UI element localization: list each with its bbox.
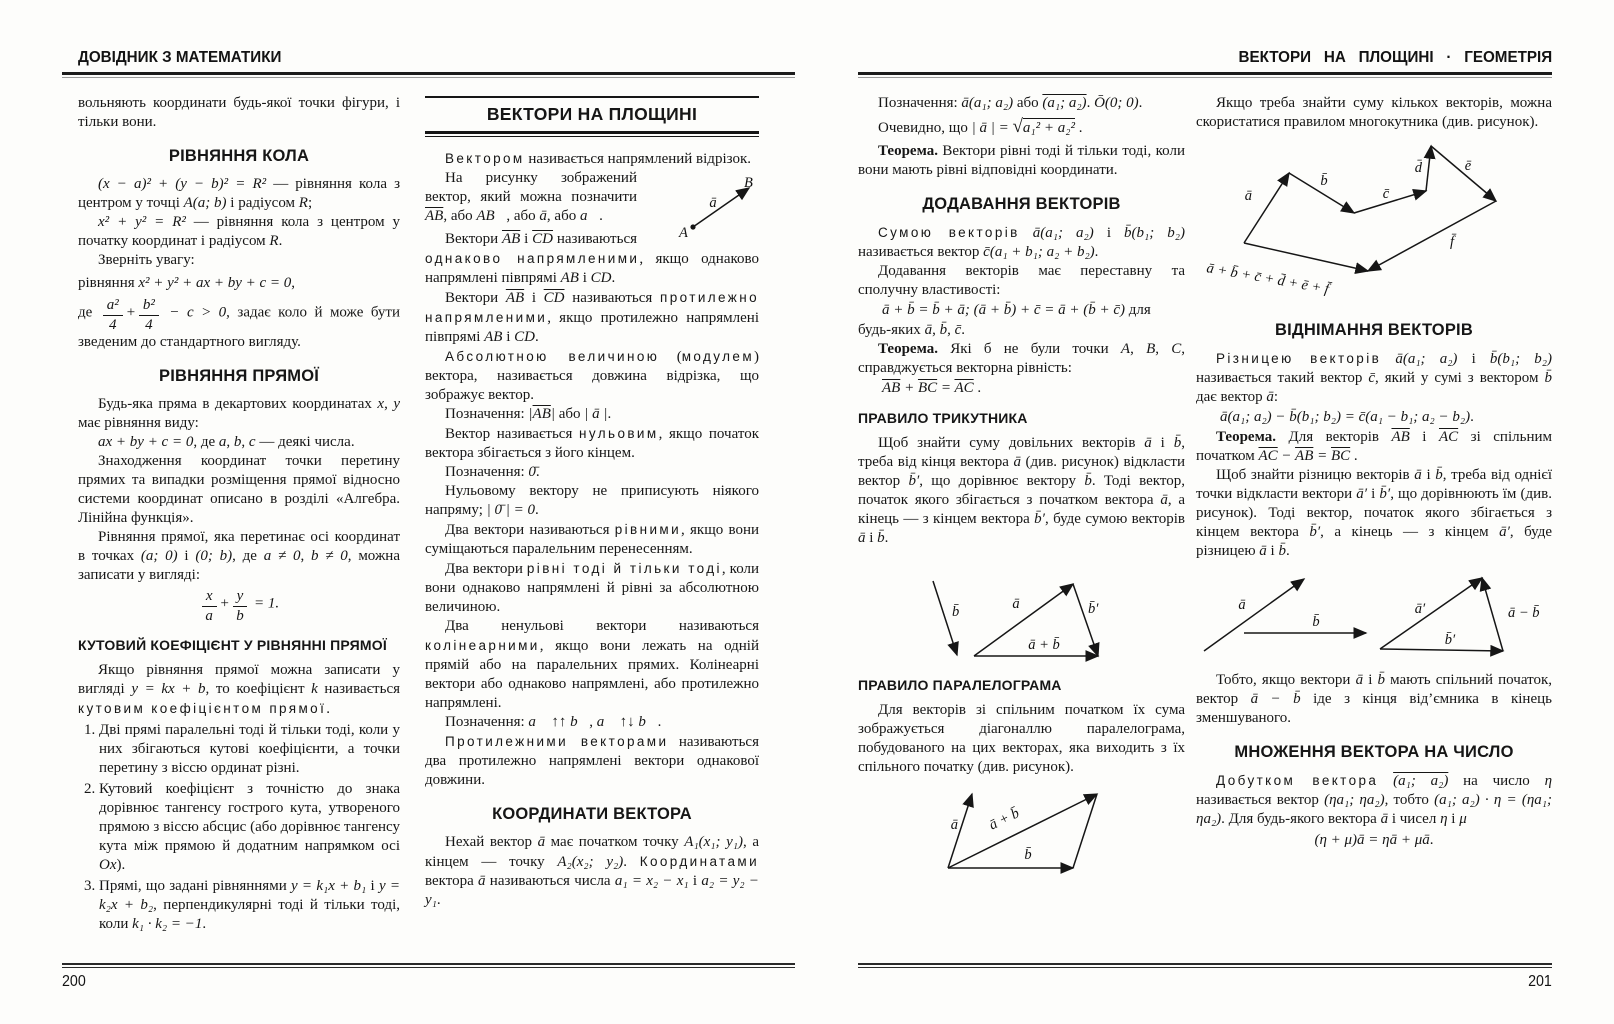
section-heading-vector-coordinates: КООРДИНАТИ ВЕКТОРА bbox=[492, 805, 692, 823]
section-heading-scalar-multiplication: МНОЖЕННЯ ВЕКТОРА НА ЧИСЛО bbox=[1234, 743, 1514, 761]
paragraph: Протилежними векторами називаються два протилежно напрямлені вектори однакової довжини. bbox=[425, 734, 759, 788]
fraction: $\frac{x}{a}$ bbox=[202, 588, 217, 624]
section-heading-line-equation: РІВНЯННЯ ПРЯМОЇ bbox=[159, 367, 319, 385]
subsection-heading-triangle-rule: ПРАВИЛО ТРИКУТНИКА bbox=[858, 410, 1028, 426]
paragraph: Якщо треба знайти суму кількох векторів, можна скористатися правилом многокутника (див. рисунок). bbox=[1196, 95, 1552, 130]
list-item: 2. Кутовий коефіцієнт з точністю до знака дорівнює тангенсу гострого кута, утвореного прямою з віссю абсцис (або дорівнює тангенсу кута між прямою й додатним напрямком осі Ox). bbox=[99, 780, 400, 875]
fraction: $\frac{\text{a²}}{4}$ bbox=[103, 297, 123, 333]
radicand: a₁² + a₂² bbox=[1022, 120, 1075, 136]
running-head-left: ДОВІДНИК З МАТЕМАТИКИ bbox=[78, 49, 282, 66]
numbered-list bbox=[78, 721, 400, 934]
footer-rule-left-2 bbox=[62, 967, 795, 968]
paragraph-theorem: Теорема. Для векторів $\overline{AB}$ і $\overline{AC}$ зі спільним початком $\overline{AC} - \overline{AB} = \overline{BC}$ . bbox=[1196, 429, 1552, 464]
figure-vector-ab bbox=[643, 175, 759, 247]
figure-triangle-rule bbox=[916, 558, 1166, 664]
vector-a-label: ā bbox=[709, 195, 717, 211]
right-page-column-1 bbox=[858, 94, 1185, 877]
page-number-left: 200 bbox=[62, 973, 86, 990]
section-heading-circle-equation: РІВНЯННЯ КОЛА bbox=[168, 147, 310, 165]
fraction: $\frac{\text{b²}}{4}$ bbox=[139, 297, 159, 333]
paragraph: Вектором називається напрямлений відрізок. bbox=[445, 151, 751, 167]
paragraph: Позначення: 0̄. bbox=[445, 464, 540, 480]
header-rule-right bbox=[858, 72, 1552, 75]
vector-e-label: ē bbox=[1464, 158, 1472, 174]
paragraph: Позначення: a⃗ ↑↑ b⃗, a⃗ ↑↓ b⃗. bbox=[445, 714, 662, 730]
paragraph: будь-яких ā, b̄, c̄. bbox=[858, 322, 965, 338]
vector-f-label: f̄ bbox=[1449, 234, 1455, 250]
paragraph: Щоб знайти суму довільних векторів ā і b̄, треба від кінця вектора ā (див. рисунок) відкласти вектор b̄′, що дорівнює вектору b̄. Тоді вектор, початок якого збігається з початком вектора ā, а кінець — з кінцем вектора b̄′, буде сумою векторів ā і b̄. bbox=[858, 435, 1186, 546]
paragraph: Будь-яка пряма в декартових координатах x, y має рівняння виду: bbox=[78, 396, 400, 431]
addition-properties-formula: ā + b̄ = b̄ + ā; (ā + b̄) + c̄ = ā + (b̄ + c̄) для bbox=[882, 302, 1151, 318]
paragraph: Вектор називається нульовим, якщо початок вектора збігається з його кінцем. bbox=[425, 426, 759, 461]
vector-b-label: b̄ bbox=[1024, 847, 1032, 863]
intercept-form-formula bbox=[78, 588, 400, 624]
footer-rule-left bbox=[62, 963, 795, 965]
plus-sign: + bbox=[219, 595, 230, 612]
list-item: 1. Дві прямі паралельні тоді й тільки тоді, коли у них збігаються кутові коефіцієнти, а точки перетину з віссю ординат різні. bbox=[99, 721, 400, 778]
figure-subtraction-result bbox=[1368, 569, 1568, 664]
paragraph: Рівняння прямої, яка перетинає осі координат в точках (a; 0) і (0; b), де a ≠ 0, b ≠ 0, можна записати у вигляді: bbox=[78, 529, 400, 583]
left-page-column-1 bbox=[78, 94, 400, 936]
chapter-rule-thin bbox=[425, 136, 759, 137]
page-number-right: 201 bbox=[1528, 973, 1552, 990]
paragraph: Вектори $\overline{AB}$ і $\overline{CD}$ називаються однаково напрямленими, якщо однаково напрямлені півпрямі AB і CD. bbox=[425, 231, 759, 286]
paragraph-with-sqrt: Очевидно, що | ā | = √a₁² + a₂² . bbox=[878, 116, 1083, 137]
left-page-column-2 bbox=[425, 94, 759, 910]
chapter-rule-thick bbox=[425, 131, 759, 134]
paragraph: вольняють координати будь-якої точки фігури, і тільки вони. bbox=[78, 95, 400, 130]
paragraph-with-fractions: де $\frac{\text{a²}}{4}$ + $\frac{\text{b²}}{4}$ − c > 0, задає коло й може бути зведеним до стандартного вигляду. bbox=[78, 297, 400, 350]
figure-subtraction-pair bbox=[1196, 569, 1552, 669]
paragraph-with-figure: A B ā На рисунку зображений вектор, який можна позначити $\overline{AB}$, або AB⃗, або ā, або a⃗. bbox=[425, 169, 759, 226]
paragraph: Абсолютною величиною (модулем) вектора, називається довжина відрізка, що зображує вектор. bbox=[425, 349, 760, 403]
vector-b-label: b̄ bbox=[952, 604, 960, 620]
paragraph: Тобто, якщо вектори ā і b̄ мають спільний початок, вектор ā − b̄ іде з кінця від’ємника в кінець зменшуваного. bbox=[1196, 672, 1552, 726]
paragraph: Різницею векторів ā(a₁; a₂) і b̄(b₁; b₂) називається такий вектор c̄, який у сумі з вектором b̄ дає вектор ā: bbox=[1196, 351, 1552, 405]
chapter-heading-box bbox=[425, 96, 759, 137]
vector-b-label: b̄ bbox=[1312, 614, 1320, 630]
paragraph: Добутком вектора (a₁; a₂) на число η називається вектор (ηa₁; ηa₂), тобто (a₁; a₂) · η = (ηa₁; ηa₂). Для будь-якого вектора ā і чисел η і μ bbox=[1196, 773, 1553, 827]
vector-b-prime-label: b̄′ bbox=[1088, 601, 1099, 617]
paragraph: Якщо рівняння прямої можна записати у вигляді y = kx + b, то коефіцієнт k називається кутовим коефіцієнтом прямої. bbox=[78, 662, 401, 717]
fraction: $\frac{y}{b}$ bbox=[233, 588, 248, 624]
list-item: 3. Прямі, що задані рівняннями y = k₁x + b₁ і y = k₂x + b₂, перпендикулярні тоді й тільки тоді, коли k₁ · k₂ = −1. bbox=[99, 877, 400, 934]
figure-parallelogram-rule bbox=[940, 785, 1110, 877]
paragraph: Два вектори називаються рівними, якщо вони суміщаються паралельним перенесенням. bbox=[425, 522, 759, 557]
running-head-right: ВЕКТОРИ НА ПЛОЩИНІ · ГЕОМЕТРІЯ bbox=[1238, 49, 1552, 66]
vector-d-label: d̄ bbox=[1414, 160, 1422, 176]
plus-sign: + bbox=[125, 304, 136, 321]
section-heading-slope: КУТОВИЙ КОЕФІЦІЄНТ У РІВНЯННІ ПРЯМОЇ bbox=[78, 637, 387, 653]
paragraph: Два вектори рівні тоді й тільки тоді, коли вони однаково напрямлені й рівні за абсолютною величиною. bbox=[425, 561, 760, 615]
paragraph: (x − a)² + (y − b)² = R² — рівняння кола з центром у точці A(a; b) і радіусом R; bbox=[78, 176, 400, 211]
header-rule-left-shadow bbox=[62, 77, 795, 78]
paragraph-theorem: Теорема. Які б не були точки A, B, C, справджується векторна рівність: bbox=[858, 341, 1186, 376]
section-heading-vector-addition: ДОДАВАННЯ ВЕКТОРІВ bbox=[922, 195, 1121, 213]
paragraph: Щоб знайти різницю векторів ā і b̄, треба від однієї точки відкласти вектори ā′ і b̄′, що дорівнюють їм (див. рисунок). Тоді вектор, початок якого збігається з кінцем вектора b̄′, а кінець — з кінцем ā′, буде різницею ā і b̄. bbox=[1196, 467, 1553, 559]
footer-rule-right-2 bbox=[858, 967, 1552, 968]
vector-b-label: b̄ bbox=[1320, 173, 1328, 189]
paragraph: Нульовому вектору не приписують ніякого напряму; | 0̄ | = 0. bbox=[425, 483, 759, 518]
section-heading-vector-subtraction: ВІДНІМАННЯ ВЕКТОРІВ bbox=[1275, 321, 1473, 339]
paragraph: Позначення: ā(a₁; a₂) або (a₁; a₂). Ō(0; 0). bbox=[878, 95, 1143, 111]
subtraction-formula: ā(a₁; a₂) − b̄(b₁; b₂) = c̄(a₁ − b₁; a₂ − b₂). bbox=[1220, 409, 1474, 425]
equals-one: = 1. bbox=[254, 595, 280, 612]
vector-sum-label: ā + b̄ bbox=[986, 805, 1022, 834]
paragraph: Додавання векторів має переставну та сполучну властивості: bbox=[858, 263, 1185, 298]
figure-subtraction-given bbox=[1196, 569, 1376, 664]
paragraph: Зверніть увагу: bbox=[98, 252, 195, 268]
point-a-label: A bbox=[679, 225, 688, 241]
header-rule-left bbox=[62, 72, 795, 75]
point-b-label: B bbox=[744, 175, 753, 191]
paragraph: Нехай вектор ā має початком точку A₁(x₁; y₁), а кінцем — точку A₂(x₂; y₂). Координатами вектора ā називаються числа a₁ = x₂ − x₁ і a₂ = y₂ − y₁. bbox=[425, 834, 760, 908]
paragraph: Сумою векторів ā(a₁; a₂) і b̄(b₁; b₂) називається вектор c̄(a₁ + b₁; a₂ + b₂). bbox=[858, 225, 1186, 260]
vector-sum-label: ā + b̄ + c̄ + d̄ + ē + f̄ bbox=[1205, 260, 1331, 298]
vector-a-label: ā bbox=[950, 817, 958, 833]
vector-difference-label: ā − b̄ bbox=[1508, 605, 1540, 621]
figure-polygon-rule bbox=[1196, 138, 1552, 306]
paragraph: x² + y² = R² — рівняння кола з центром у початку координат і радіусом R. bbox=[78, 214, 401, 249]
vector-a-prime-label: ā′ bbox=[1414, 601, 1426, 617]
vector-sum-label: ā + b̄ bbox=[1028, 637, 1060, 653]
paragraph: Знаходження координат точки перетину прямих та випадки розміщення прямої відносно системи координат описано в розділі «Алгебра. Лінійна функція». bbox=[78, 453, 400, 526]
scalar-distributive-formula: (η + μ)ā = ηā + μā. bbox=[1314, 832, 1434, 848]
vector-b-prime-label: b̄′ bbox=[1444, 632, 1456, 648]
right-page-column-2 bbox=[1196, 94, 1552, 852]
paragraph: Позначення: $|\overline{AB}|$ або | ā |. bbox=[445, 406, 612, 422]
subsection-heading-parallelogram-rule: ПРАВИЛО ПАРАЛЕЛОГРАМА bbox=[858, 677, 1062, 693]
paragraph: Вектори $\overline{AB}$ і $\overline{CD}$ називаються протилежно напрямленими, якщо протилежно напрямлені півпрямі AB і CD. bbox=[425, 290, 759, 345]
vector-a-label: ā bbox=[1012, 596, 1020, 612]
radical-sign: √ bbox=[1012, 116, 1023, 137]
paragraph: рівняння x² + y² + ax + by + c = 0, bbox=[78, 275, 296, 291]
vector-a-label: ā bbox=[1244, 188, 1252, 204]
footer-rule-right bbox=[858, 963, 1552, 965]
paragraph-theorem: Теорема. Вектори рівні тоді й тільки тоді, коли вони мають рівні відповідні координати. bbox=[858, 143, 1185, 178]
paragraph: ax + by + c = 0, де a, b, c — деякі числа. bbox=[98, 434, 355, 450]
chapter-title: ВЕКТОРИ НА ПЛОЩИНІ bbox=[486, 104, 698, 124]
vector-c-label: c̄ bbox=[1382, 186, 1390, 202]
paragraph: Для векторів зі спільним початком їх сума зображується діагоналлю паралелограма, побудованого на цих векторах, яка виходить з їх спільного початку (див. рисунок). bbox=[858, 702, 1185, 775]
paragraph: Два ненульові вектори називаються колінеарними, якщо вони лежать на одній прямій або на паралельних прямих. Колінеарні вектори або однаково напрямлені, або протилежно напрямлені. bbox=[425, 618, 759, 711]
vector-a-label: ā bbox=[1238, 597, 1246, 613]
header-rule-right-shadow bbox=[858, 77, 1552, 78]
triangle-equality-formula: $\overline{AB} + \overline{BC} = \overline{AC}$ . bbox=[882, 380, 982, 396]
